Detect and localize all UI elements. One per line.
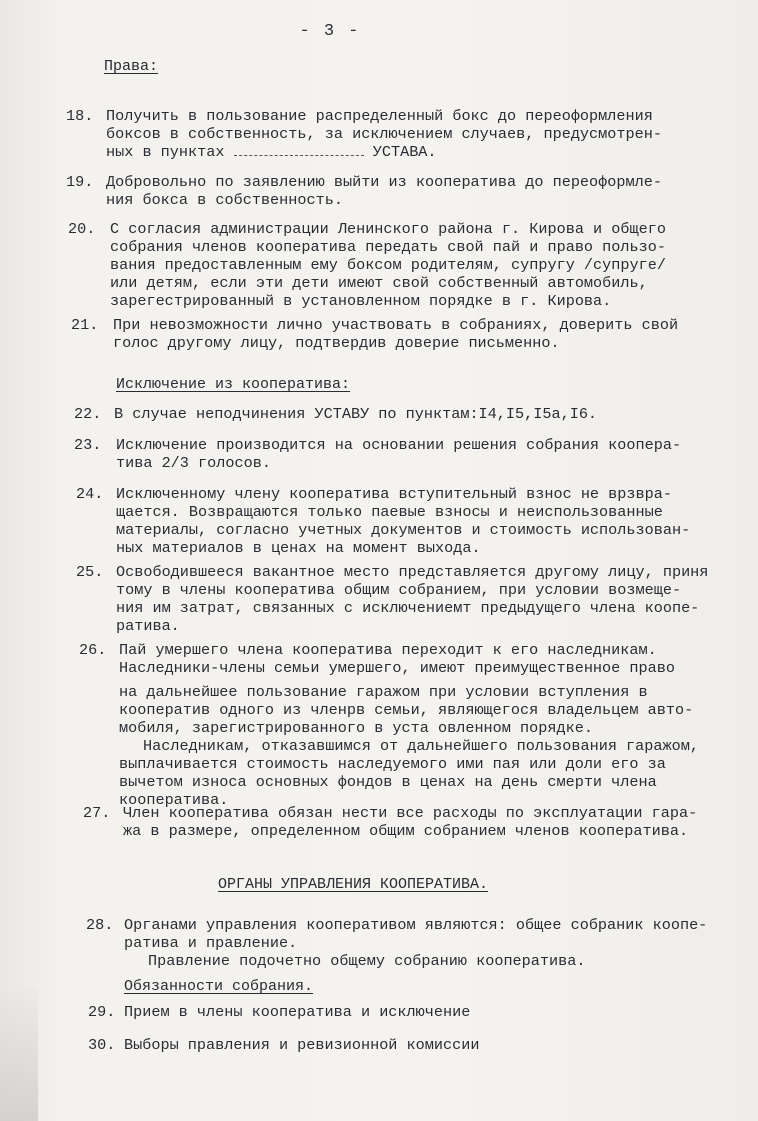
item-line: При невозможности лично участвовать в собраниях, доверить свой [113,316,679,334]
section-duties: Обязанности собрания. [124,978,314,995]
item-line: Член кооператива обязан нести все расходы по эксплуатации гара- [123,804,698,822]
item-number: 23. [74,436,102,454]
item-line: Добровольно по заявлению выйти из кооператива до переоформле- [106,173,662,191]
item-line: на дальнейшее пользование гаражом при условии вступления в [119,683,648,701]
item-line: вычетом износа основных фондов в ценах на день смерти члена [119,773,657,791]
item-line: боксов в собственность, за исключением случаев, предусмотрен- [106,125,662,143]
item-line: кооператива. [119,791,229,809]
item-line: тива 2/3 голосов. [116,454,271,472]
item-line: ния им затрат, связанных с исключениемт предыдущего члена коопе- [116,599,700,617]
item-line: вания предоставленным ему боксом родителям, супругу /супруге/ [110,256,666,274]
item-line: ратива. [116,617,180,635]
item-line: или детям, если эти дети имеют свой собственный автомобиль, [110,274,648,292]
section-exclusion: Исключение из кооператива: [116,376,351,393]
item-line: зарегестрированный в установленном порядке в г. Кирова. [110,292,612,310]
item-line: голос другому лицу, подтвердив доверие письменно. [113,334,560,352]
item-line: С согласия администрации Ленинского района г. Кирова и общего [110,220,666,238]
item-line: щается. Возвращаются только паевые взносы и неиспользованные [116,503,663,521]
item-line: ния бокса в собственность. [106,191,343,209]
item-line: кооператив одного из членрв семьи, являющегося владельцем авто- [119,701,694,719]
item-line: ных материалов в ценах на момент выхода. [116,539,481,557]
item-number: 21. [71,316,99,334]
item-line: Правление подочетно общему собранию кооператива. [148,952,586,970]
item-number: 30. [88,1036,116,1054]
item-number: 28. [86,916,114,934]
item-text: УСТАВА. [372,143,437,161]
item-line: Исключение производится на основании решения собрания коопера- [116,436,682,454]
item-number: 26. [79,641,107,659]
item-line: выплачивается стоимость наследуемого ими пая или доли его за [119,755,666,773]
section-governing-bodies: ОРГАНЫ УПРАВЛЕНИЯ КООПЕРАТИВА. [218,876,489,893]
item-line-with-blank [106,143,662,161]
item-line: собрания членов кооператива передать свой пай и право пользо- [110,238,666,256]
item-line: Наследникам, отказавшимся от дальнейшего пользования гаражом, [143,737,699,755]
paper-crease [0,990,38,1121]
item-line: жа в размере, определенном общим собранием членов кооператива. [123,822,689,840]
item-number: 27. [83,804,111,822]
item-number: 18. [66,107,94,125]
item-line: Пай умершего члена кооператива переходит к его наследникам. [119,641,657,659]
item-line: Получить в пользование распределенный бокс до переоформления [106,107,653,125]
item-line: ратива и правление. [124,934,298,952]
item-line: Прием в члены кооператива и исключение [124,1003,471,1021]
section-rights: Права: [104,58,159,75]
item-line: Освободившееся вакантное место представляется другому лицу, приня [116,563,709,581]
item-line: Исключенному члену кооператива вступительный взнос не врзвра- [116,485,672,503]
item-line: мобиля, зарегистрированного в уста овленном порядке. [119,719,593,737]
page-number: - 3 - [299,22,361,41]
item-line: Наследники-члены семьи умершего, имеют преимущественное право [119,659,675,677]
item-number: 20. [68,220,96,238]
blank-field [234,145,364,156]
item-line: Выборы правления и ревизионной комиссии [124,1036,480,1054]
item-text: ных в пунктах [106,143,225,161]
item-line: тому в члены кооператива общим собранием, при условии возмеще- [116,581,682,599]
item-number: 22. [74,405,102,423]
item-number: 19. [66,173,94,191]
item-line: В случае неподчинения УСТАВУ по пунктам:I4,I5,I5а,I6. [114,405,598,423]
item-number: 24. [76,485,104,503]
item-line: материалы, согласно учетных документов и стоимость использован- [116,521,691,539]
item-number: 29. [88,1003,116,1021]
item-number: 25. [76,563,104,581]
item-line: Органами управления кооперативом являются: общее собраник коопе- [124,916,708,934]
